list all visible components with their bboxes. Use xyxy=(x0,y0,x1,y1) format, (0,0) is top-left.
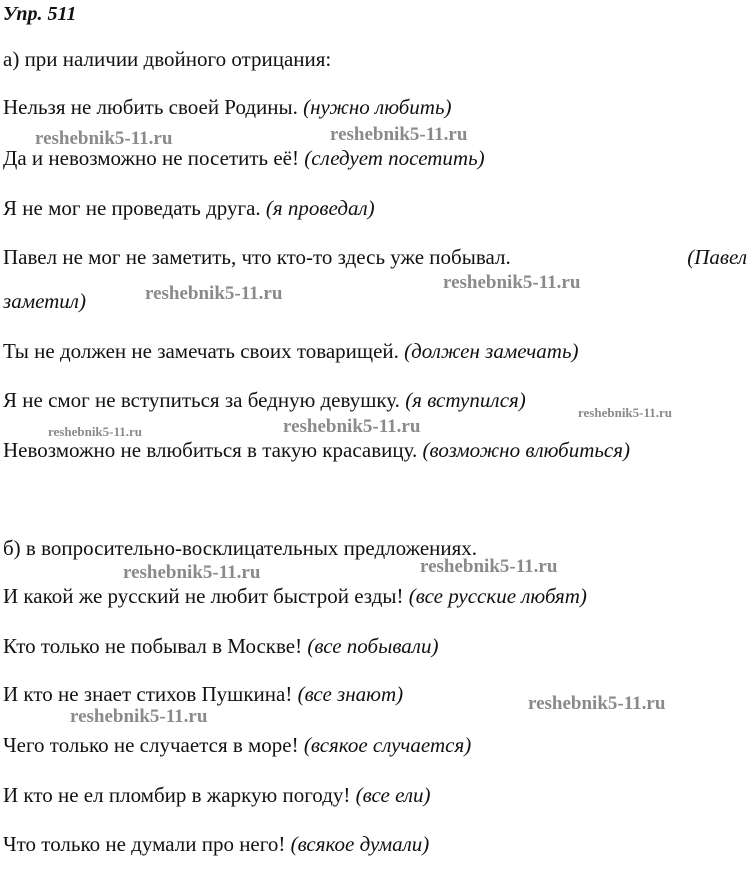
sentence-note: (я проведал) xyxy=(265,196,375,220)
sentence-note: (всякое случается) xyxy=(303,733,472,757)
sentence xyxy=(3,245,747,269)
watermark: reshebnik5-11.ru xyxy=(420,556,558,577)
sentence-text: Чего только не случается в море! xyxy=(3,733,299,757)
section-a-heading: а) при наличии двойного отрицания: xyxy=(3,47,332,71)
sentence xyxy=(3,196,375,220)
sentence-text: Я не смог не вступиться за бедную девушку. xyxy=(3,388,400,412)
sentence xyxy=(3,584,587,608)
watermark: reshebnik5-11.ru xyxy=(330,124,468,145)
sentence-note-start: (Павел xyxy=(687,245,747,269)
sentence-text: И кто не знает стихов Пушкина! xyxy=(3,682,293,706)
sentence-note: (все русские любят) xyxy=(408,584,587,608)
watermark: reshebnik5-11.ru xyxy=(70,706,208,727)
sentence-text: Что только не думали про него! xyxy=(3,832,286,856)
watermark: reshebnik5-11.ru xyxy=(283,416,421,437)
sentence-note: (следует посетить) xyxy=(304,146,485,170)
watermark: reshebnik5-11.ru xyxy=(145,283,283,304)
sentence-text: Да и невозможно не посетить её! xyxy=(3,146,299,170)
watermark: reshebnik5-11.ru xyxy=(528,693,666,714)
sentence-text: Кто только не побывал в Москве! xyxy=(3,634,303,658)
sentence-note: (возможно влюбиться) xyxy=(422,438,630,462)
sentence xyxy=(3,733,471,757)
watermark: reshebnik5-11.ru xyxy=(35,128,173,149)
sentence-note: (я вступился) xyxy=(405,388,526,412)
sentence-text: И какой же русский не любит быстрой езды! xyxy=(3,584,404,608)
sentence-text: Невозможно не влюбиться в такую красавицу. xyxy=(3,438,418,462)
sentence xyxy=(3,832,429,856)
sentence-note: (нужно любить) xyxy=(303,95,452,119)
watermark: reshebnik5-11.ru xyxy=(123,562,261,583)
sentence-text: Ты не должен не замечать своих товарищей. xyxy=(3,339,399,363)
sentence xyxy=(3,438,630,462)
sentence-note: (все знают) xyxy=(297,682,404,706)
sentence xyxy=(3,682,403,706)
section-b-heading: б) в вопросительно-восклицательных предложениях. xyxy=(3,536,478,560)
sentence xyxy=(3,339,579,363)
sentence xyxy=(3,95,452,119)
watermark: reshebnik5-11.ru xyxy=(48,424,143,439)
exercise-title: Упр. 511 xyxy=(3,3,77,25)
sentence xyxy=(3,634,438,658)
sentence-note-end: заметил) xyxy=(3,289,86,313)
sentence-note: (всякое думали) xyxy=(290,832,430,856)
watermark: reshebnik5-11.ru xyxy=(443,272,581,293)
sentence-text: Нельзя не любить своей Родины. xyxy=(3,95,298,119)
watermark: reshebnik5-11.ru xyxy=(578,405,673,420)
sentence-text: И кто не ел пломбир в жаркую погоду! xyxy=(3,783,351,807)
sentence-note: (должен замечать) xyxy=(404,339,579,363)
sentence-text: Я не мог не проведать друга. xyxy=(3,196,261,220)
sentence xyxy=(3,388,526,412)
sentence-note: (все побывали) xyxy=(307,634,439,658)
sentence xyxy=(3,783,431,807)
sentence-text: Павел не мог не заметить, что кто-то здесь уже побывал. xyxy=(3,245,511,269)
sentence-note: (все ели) xyxy=(355,783,431,807)
